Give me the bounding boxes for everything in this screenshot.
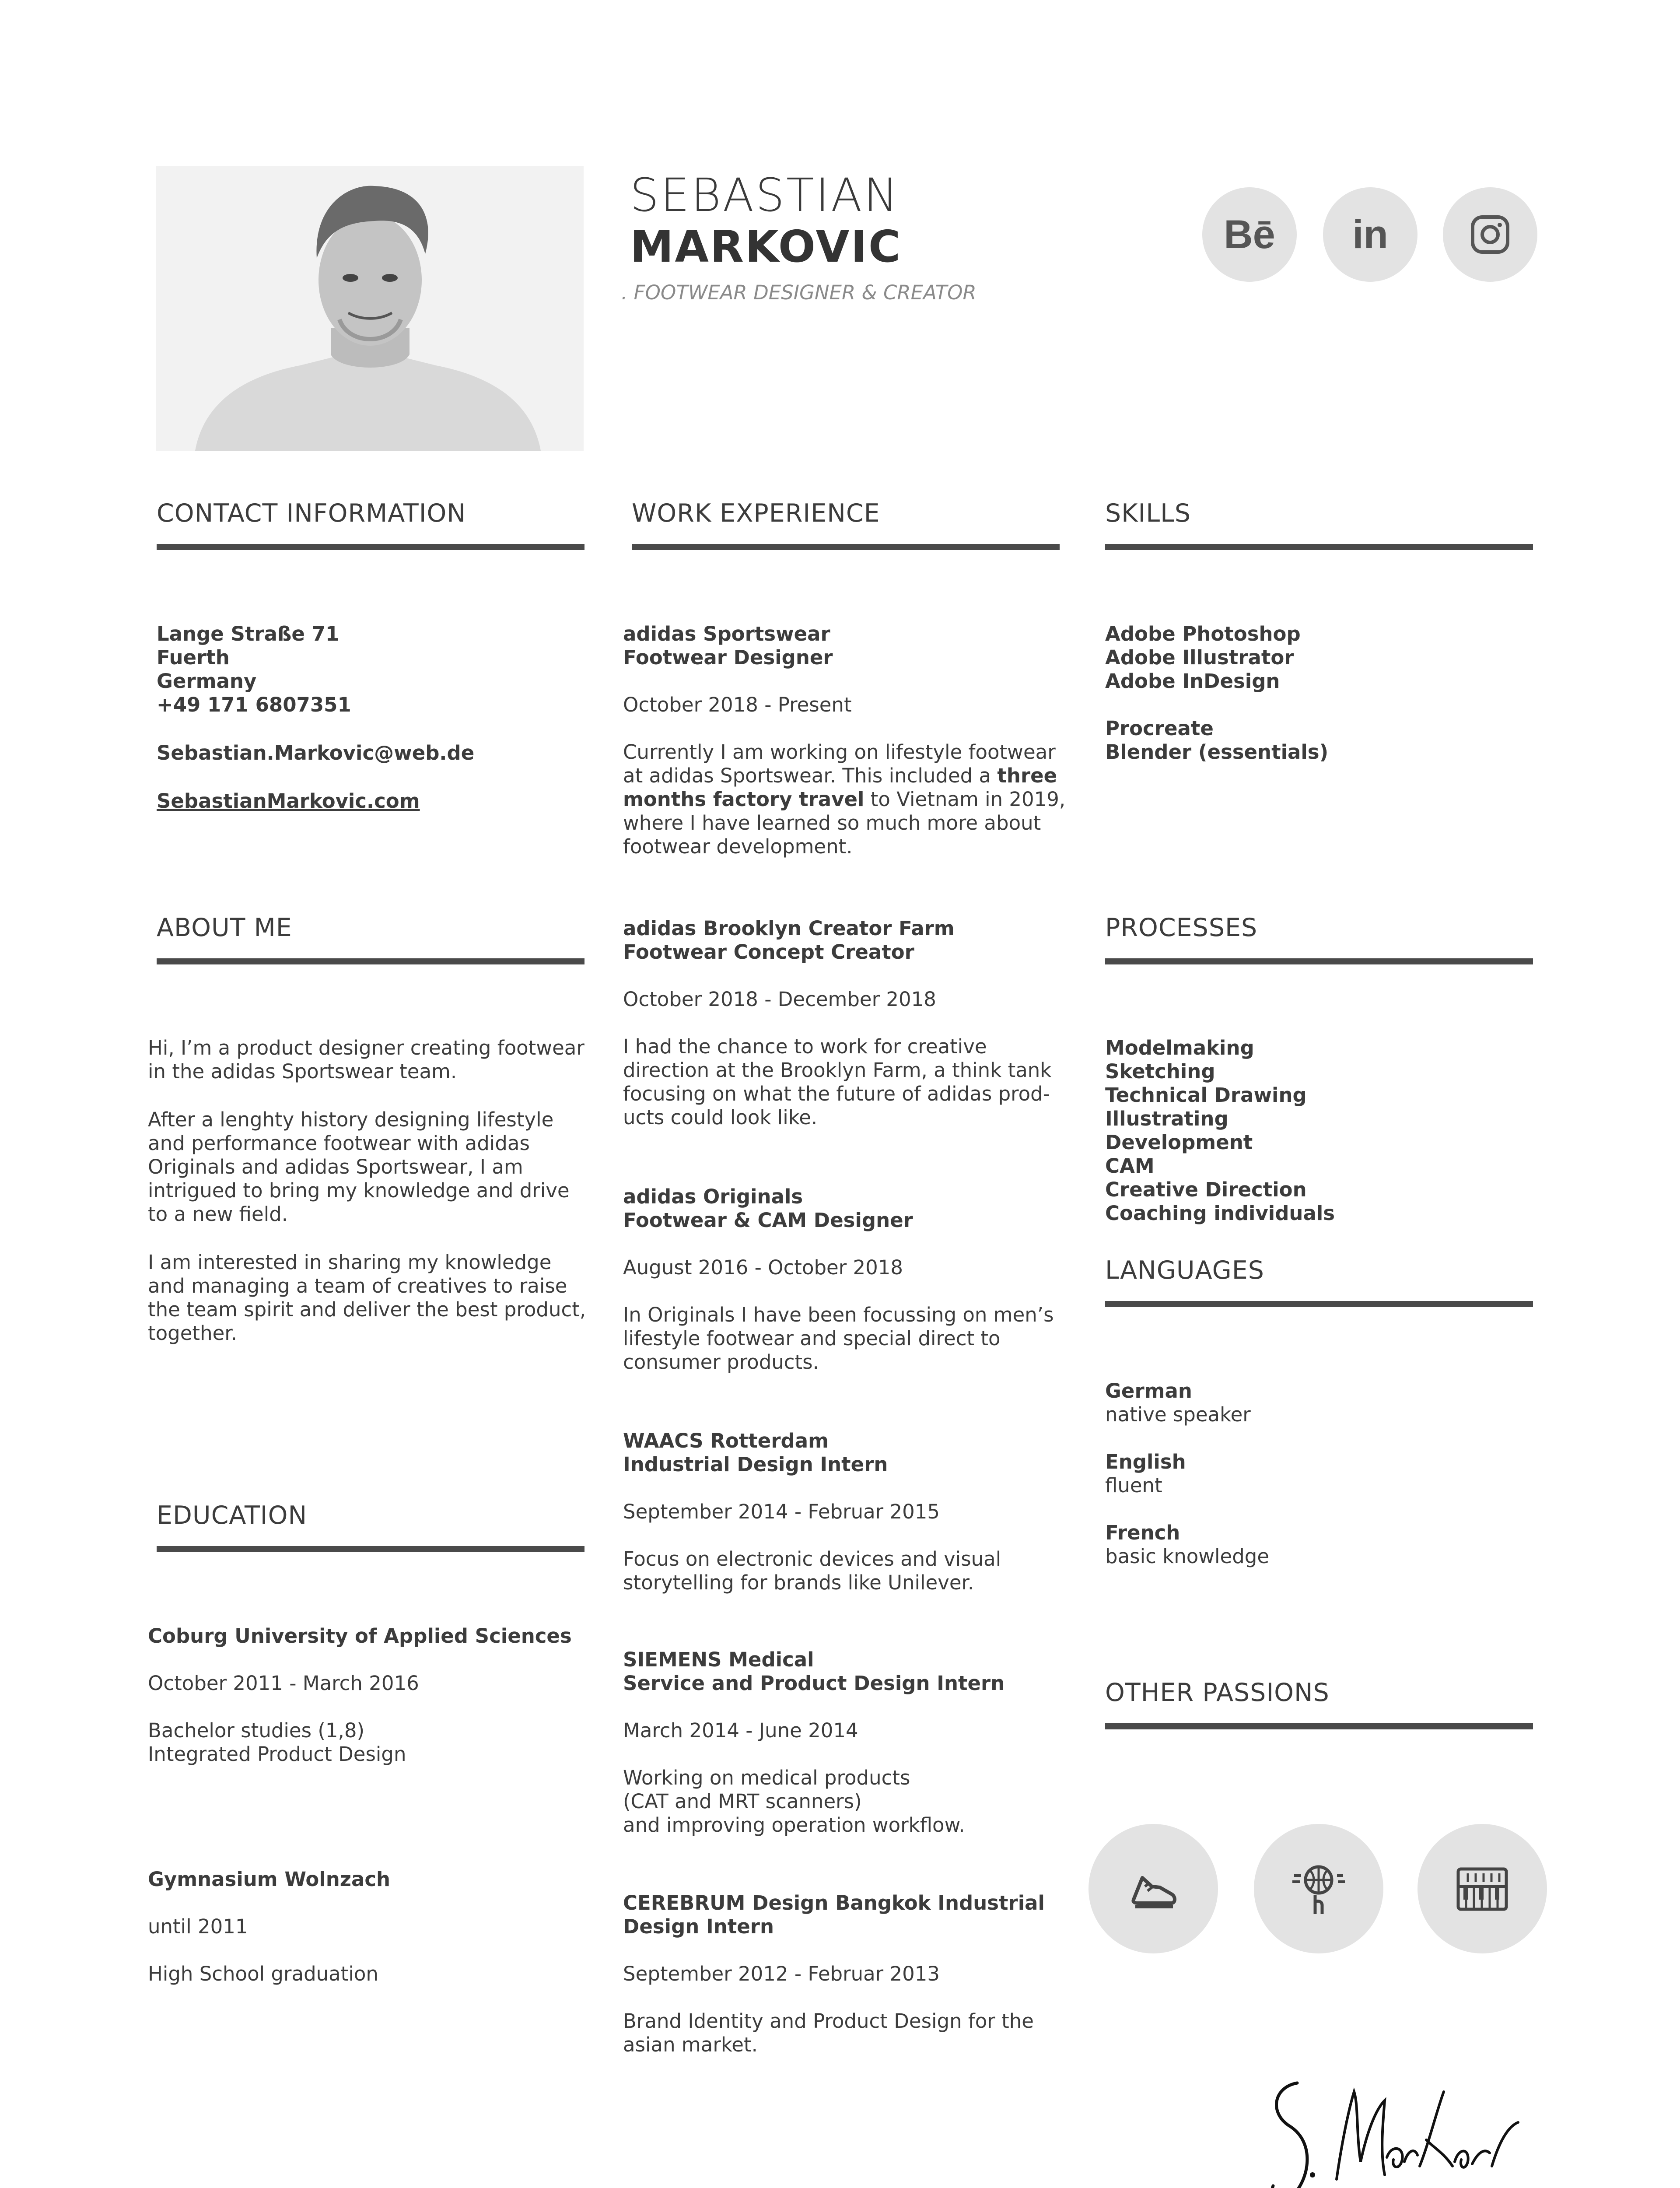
language-name: German <box>1105 1379 1192 1403</box>
contact-email[interactable]: Sebastian.Markovic@web.de <box>157 741 475 764</box>
linkedin-icon: in <box>1352 212 1388 257</box>
work-title: Footwear & CAM Designer <box>623 1209 913 1232</box>
process-item: Development <box>1105 1131 1253 1154</box>
work-company: SIEMENS Medical <box>623 1648 814 1671</box>
job-title: . FOOTWEAR DESIGNER & CREATOR <box>621 281 976 304</box>
first-name: SEBASTIAN <box>630 168 900 222</box>
about-paragraph-1: Hi, I’m a product designer creating footwear in the adidas Sportswear team. <box>148 1036 584 1083</box>
contact-website-link[interactable]: SebastianMarkovic.com <box>157 789 420 813</box>
work-dates: March 2014 - June 2014 <box>623 1719 858 1742</box>
education-dates: October 2011 - March 2016 <box>148 1672 419 1695</box>
processes-list <box>1105 1036 1335 1225</box>
passion-sneaker <box>1088 1824 1218 1953</box>
languages-heading: LANGUAGES <box>1105 1256 1264 1285</box>
about-heading: ABOUT ME <box>157 913 292 942</box>
about-rule <box>157 958 584 964</box>
process-item: Modelmaking <box>1105 1036 1254 1059</box>
processes-heading: PROCESSES <box>1105 913 1258 942</box>
work-title: Footwear Concept Creator <box>623 940 914 964</box>
work-dates: September 2012 - Februar 2013 <box>623 1962 940 1985</box>
skill-item: Procreate <box>1105 717 1214 740</box>
education-school: Gymnasium Wolnzach <box>148 1868 391 1891</box>
education-entry: Gymnasium Wolnzach until 2011 High School graduation <box>148 1868 391 1985</box>
about-paragraph-2: After a lenghty history designing lifestyle and performance footwear with adidas Originals and adidas Sportswear, I am intrigued to bring my knowledge and drive to a new field. <box>148 1108 570 1226</box>
contact-block <box>157 622 351 717</box>
work-entry: WAACS Rotterdam Industrial Design Intern September 2014 - Februar 2015 Focus on electronic devices and visual storytelling for brands like Unilever. <box>623 1429 1001 1594</box>
work-dates: October 2018 - Present <box>623 693 852 716</box>
work-title: Footwear Designer <box>623 646 833 669</box>
work-title: Service and Product Design Intern <box>623 1672 1005 1695</box>
process-item: Coaching individuals <box>1105 1202 1335 1225</box>
skill-item: Blender (essentials) <box>1105 740 1329 764</box>
work-entry: adidas Originals Footwear & CAM Designer August 2016 - October 2018 In Originals I have been focussing on men’s lifestyle footwear and special direct to consumer products. <box>623 1185 1054 1374</box>
passion-basketball <box>1254 1824 1383 1953</box>
education-entry: Coburg University of Applied Sciences October 2011 - March 2016 Bachelor studies (1,8) Integrated Product Design <box>148 1624 572 1766</box>
work-heading: WORK EXPERIENCE <box>632 499 880 528</box>
languages-rule <box>1105 1301 1533 1307</box>
passions-rule <box>1105 1723 1533 1729</box>
education-rule <box>157 1546 584 1552</box>
work-company: adidas Sportswear <box>623 622 830 645</box>
basketball-icon <box>1288 1858 1349 1919</box>
work-company: WAACS Rotterdam <box>623 1429 829 1452</box>
language-name: English <box>1105 1450 1186 1473</box>
work-company: adidas Originals <box>623 1185 803 1208</box>
language-level: basic knowledge <box>1105 1545 1270 1568</box>
work-dates: September 2014 - Februar 2015 <box>623 1500 940 1523</box>
skill-item: Adobe InDesign <box>1105 670 1280 693</box>
work-company: CEREBRUM Design Bangkok Industrial <box>623 1891 1045 1914</box>
education-dates: until 2011 <box>148 1915 248 1938</box>
process-item: CAM <box>1105 1154 1155 1178</box>
instagram-link[interactable] <box>1443 187 1537 282</box>
contact-street: Lange Straße 71 <box>157 622 340 645</box>
work-entry: CEREBRUM Design Bangkok Industrial Design Intern September 2012 - Februar 2013 Brand Identity and Product Design for the asian market. <box>623 1891 1045 2056</box>
work-title: Design Intern <box>623 1915 774 1938</box>
last-name: MARKOVIC <box>630 221 902 272</box>
skills-list <box>1105 622 1328 764</box>
passion-synthesizer <box>1418 1824 1547 1953</box>
synthesizer-icon <box>1454 1860 1511 1917</box>
language-name: French <box>1105 1521 1180 1544</box>
behance-link[interactable] <box>1202 187 1297 282</box>
instagram-icon <box>1469 214 1511 256</box>
skills-heading: SKILLS <box>1105 499 1191 528</box>
work-entry: SIEMENS Medical Service and Product Design Intern March 2014 - June 2014 Working on medical products (CAT and MRT scanners) and improving operation workflow. <box>623 1648 1005 1837</box>
contact-country: Germany <box>157 670 257 693</box>
work-dates: October 2018 - December 2018 <box>623 988 936 1011</box>
passions-heading: OTHER PASSIONS <box>1105 1678 1330 1707</box>
behance-icon: Bē <box>1224 212 1275 257</box>
work-entry: adidas Sportswear Footwear Designer October 2018 - Present Currently I am working on lifestyle footwear at adidas Sportswear. This included a three months factory travel to Vietnam in 2019, where I have learned so much more about footwear development. <box>623 622 1066 858</box>
education-heading: EDUCATION <box>157 1501 308 1530</box>
profile-photo <box>156 166 584 451</box>
process-item: Sketching <box>1105 1060 1215 1083</box>
work-rule <box>632 544 1060 550</box>
contact-rule <box>157 544 584 550</box>
languages-list <box>1105 1379 1269 1568</box>
language-level: native speaker <box>1105 1403 1251 1426</box>
work-company: adidas Brooklyn Creator Farm <box>623 917 955 940</box>
signature <box>1260 2074 1531 2188</box>
processes-rule <box>1105 958 1533 964</box>
process-item: Technical Drawing <box>1105 1083 1307 1107</box>
contact-phone: +49 171 6807351 <box>157 693 351 716</box>
language-level: fluent <box>1105 1474 1162 1497</box>
skill-item: Adobe Photoshop <box>1105 622 1301 645</box>
about-paragraph-3: I am interested in sharing my knowledge and managing a team of creatives to raise the team spirit and deliver the best product, together. <box>148 1251 586 1345</box>
sneaker-icon <box>1125 1860 1182 1917</box>
linkedin-link[interactable] <box>1323 187 1418 282</box>
skill-item: Adobe Illustrator <box>1105 646 1294 669</box>
process-item: Illustrating <box>1105 1107 1228 1130</box>
process-item: Creative Direction <box>1105 1178 1307 1201</box>
education-school: Coburg University of Applied Sciences <box>148 1624 572 1648</box>
skills-rule <box>1105 544 1533 550</box>
work-dates: August 2016 - October 2018 <box>623 1256 903 1279</box>
contact-heading: CONTACT INFORMATION <box>157 499 466 528</box>
work-title: Industrial Design Intern <box>623 1453 888 1476</box>
contact-city: Fuerth <box>157 646 230 669</box>
work-entry: adidas Brooklyn Creator Farm Footwear Concept Creator October 2018 - December 2018 I had the chance to work for creative direction at the Brooklyn Farm, a think tank focusing on what the future of adidas prod- ucts could look like. <box>623 917 1052 1129</box>
